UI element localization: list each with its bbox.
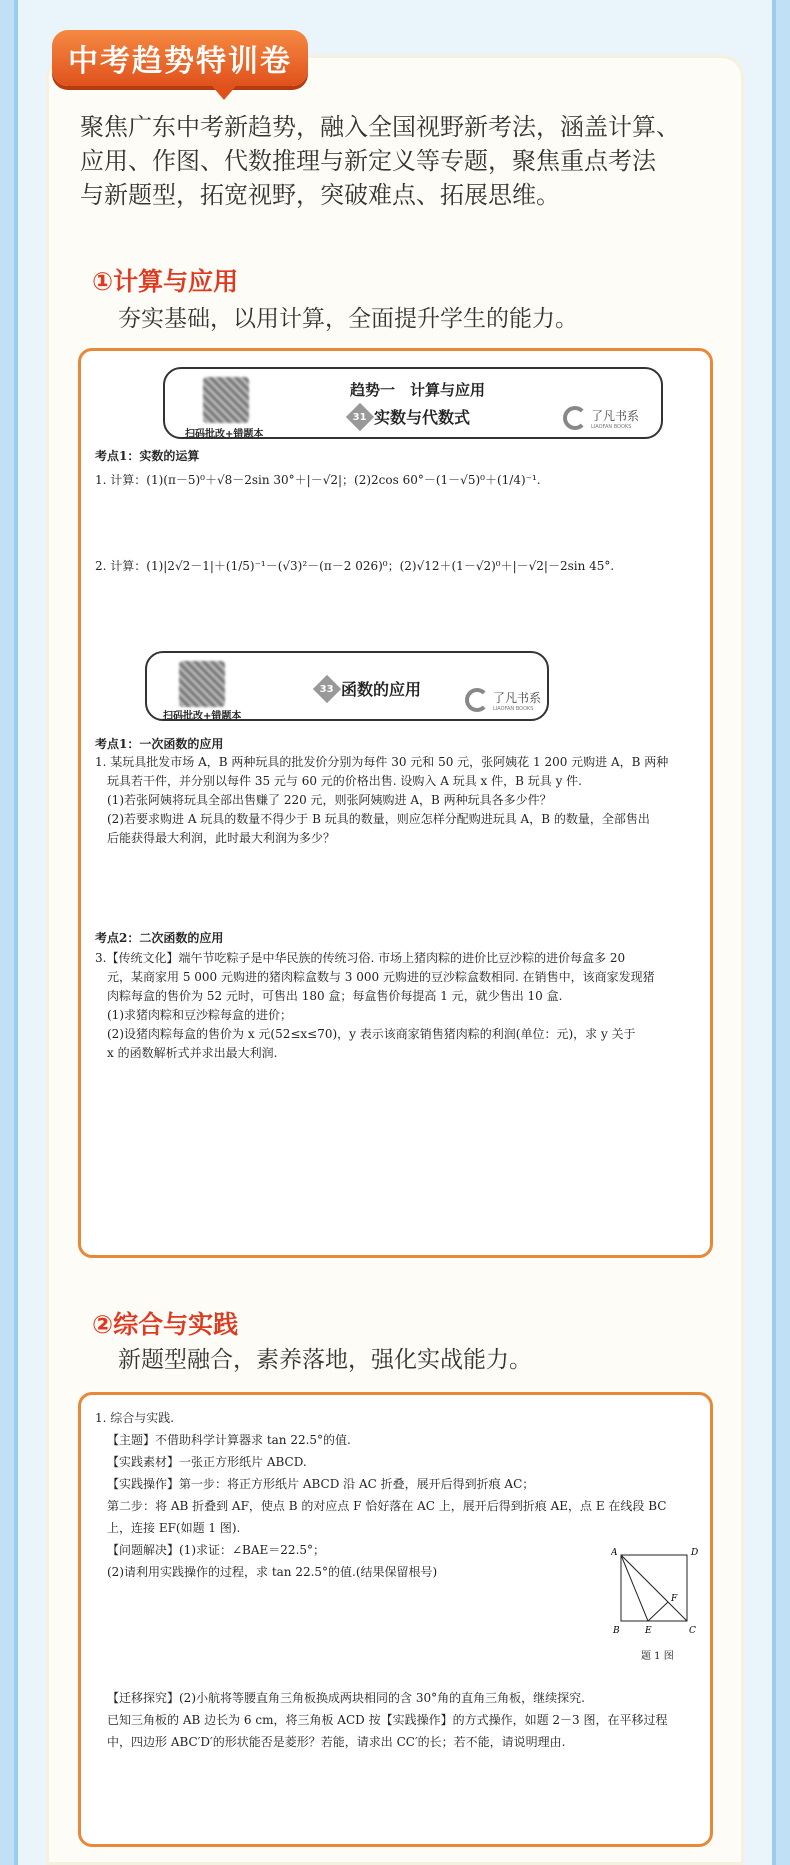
brand-en: LIAOFAN BOOKS (591, 424, 632, 430)
practice-question-extension (95, 1687, 667, 1753)
section1-subtitle: 夯实基础，以用计算，全面提升学生的能力。 (118, 306, 578, 332)
question-line: 【迁移探究】(2)小航将等腰直角三角板换成两块相同的含 30°角的直角三角板，继续探究. (107, 1691, 585, 1705)
qr-caption: 扫码批改+错题本 (185, 429, 264, 440)
lesson-title (317, 677, 421, 700)
intro-text (80, 110, 720, 212)
knowledge-point-heading: 考点1：实数的运算 (95, 449, 200, 463)
lesson-number-badge: 33 (313, 674, 341, 702)
intro-line: 聚焦广东中考新趋势，融入全国视野新考法，涵盖计算、 (80, 113, 680, 141)
label-f: F (671, 1594, 678, 1604)
brand-logo (563, 405, 639, 430)
question-line: (2)设猪肉粽每盒的售价为 x 元(52≤x≤70)，y 表示该商家销售猪肉粽的利润(单位：元)，求 y 关于 (107, 1027, 636, 1041)
section1-title: ①计算与应用 (92, 267, 239, 296)
lesson-number-badge: 31 (346, 402, 374, 430)
question-line: 后能获得最大利润，此时最大利润为多少？ (107, 831, 336, 845)
banner-title: 中考趋势特训卷 (52, 30, 308, 86)
brand-name: 了凡书系 (591, 409, 640, 423)
question-line: x 的函数解析式并求出最大利润. (107, 1046, 278, 1060)
question-2: 2. 计算：(1)|2√2－1|＋(1/5)⁻¹－(√3)²－(π－2 026)⁰；(2)√12＋(1－√2)⁰＋|－√2|－2sin 45°. (95, 559, 615, 573)
trend-title: 趋势一 计算与应用 (350, 381, 486, 399)
section2-title: ②综合与实践 (92, 1310, 239, 1339)
question-block-1 (95, 753, 668, 848)
figure-1-diagram (611, 1545, 701, 1645)
question-line: 第二步：将 AB 折叠到 AF，使点 B 的对应点 F 恰好落在 AC 上，展开后得到折痕 AE，点 E 在线段 BC (107, 1499, 667, 1513)
qr-code[interactable] (203, 377, 249, 423)
crease-ae (621, 1555, 648, 1621)
label-c: C (689, 1626, 696, 1636)
lesson-title (350, 405, 470, 428)
question-line: 1. 综合与实践. (95, 1411, 175, 1425)
question-line: 1. 某玩具批发市场 A，B 两种玩具的批发价分别为每件 30 元和 50 元，张阿姨花 1 200 元购进 A，B 两种 (95, 755, 669, 769)
question-line: 【主题】不借助科学计算器求 tan 22.5°的值. (107, 1433, 351, 1447)
brand-logo (465, 687, 541, 712)
question-line: (2)若要求购进 A 玩具的数量不得少于 B 玩具的数量，则应怎样分配购进玩具 A，B 的数量，全部售出 (107, 812, 650, 826)
intro-line: 应用、作图、代数推理与新定义等专题，聚焦重点考法 (80, 147, 656, 175)
label-d: D (691, 1548, 699, 1558)
question-line: 【实践素材】一张正方形纸片 ABCD. (107, 1455, 307, 1469)
lesson-topic: 实数与代数式 (374, 408, 471, 427)
question-line: 【实践操作】第一步：将正方形纸片 ABCD 沿 AC 折叠，展开后得到折痕 AC； (107, 1477, 535, 1491)
intro-line: 与新题型，拓宽视野，突破难点、拓展思维。 (80, 181, 560, 209)
question-line: 玩具若干件，并分别以每件 35 元与 60 元的价格出售. 设购入 A 玩具 x 件，B 玩具 y 件. (107, 774, 582, 788)
worksheet-header-1 (163, 367, 663, 439)
brand-icon (563, 406, 587, 430)
question-line: (2)请利用实践操作的过程，求 tan 22.5°的值.(结果保留根号) (107, 1565, 438, 1579)
worksheet-header-2 (145, 651, 549, 721)
figure-1-caption: 题 1 图 (641, 1651, 674, 1662)
question-line: (1)求猪肉粽和豆沙粽每盒的进价； (107, 1008, 292, 1022)
segment-ef (648, 1602, 668, 1621)
question-line: 3.【传统文化】端午节吃粽子是中华民族的传统习俗. 市场上猪肉粽的进价比豆沙粽的进价每盒多 20 (95, 951, 626, 965)
knowledge-point-heading: 考点1：一次函数的应用 (95, 737, 224, 751)
qr-code[interactable] (179, 661, 225, 707)
question-1: 1. 计算：(1)(π－5)⁰＋√8－2sin 30°＋|－√2|；(2)2cos 60°－(1－√5)⁰＋(1/4)⁻¹. (95, 473, 541, 487)
practice-question (95, 1407, 666, 1583)
lesson-topic: 函数的应用 (341, 680, 422, 699)
question-line: 中，四边形 ABC′D′的形状能否是菱形？若能，请求出 CC′的长；若不能，请说明理由. (107, 1735, 566, 1749)
label-e: E (645, 1626, 652, 1636)
brand-icon (465, 688, 489, 712)
question-block-3 (95, 949, 655, 1063)
question-line: 已知三角板的 AB 边长为 6 cm，将三角板 ACD 按【实践操作】的方式操作，如题 2－3 图，在平移过程 (107, 1713, 668, 1727)
knowledge-point-heading: 考点2：二次函数的应用 (95, 931, 224, 945)
section2-subtitle: 新题型融合，素养落地，强化实战能力。 (118, 1347, 532, 1373)
question-line: (1)若张阿姨将玩具全部出售赚了 220 元，则张阿姨购进 A，B 两种玩具各多少件？ (107, 793, 552, 807)
worksheet-card-1 (78, 348, 713, 1258)
question-line: 元，某商家用 5 000 元购进的猪肉粽盒数与 3 000 元购进的豆沙粽盒数相同. 在销售中，该商家发现猪 (107, 970, 655, 984)
label-b: B (613, 1626, 620, 1636)
label-a: A (611, 1548, 618, 1558)
crease-ac (621, 1555, 687, 1621)
qr-caption: 扫码批改+错题本 (163, 711, 242, 722)
brand-name: 了凡书系 (493, 691, 542, 705)
question-line: 上，连接 EF(如题 1 图). (107, 1521, 241, 1535)
brand-en: LIAOFAN BOOKS (493, 706, 534, 712)
question-line: 【问题解决】(1)求证：∠BAE＝22.5°； (107, 1543, 326, 1557)
question-line: 肉粽每盒的售价为 52 元时，可售出 180 盒；每盒售价每提高 1 元，就少售出 10 盒. (107, 989, 563, 1003)
worksheet-card-2 (78, 1392, 713, 1847)
